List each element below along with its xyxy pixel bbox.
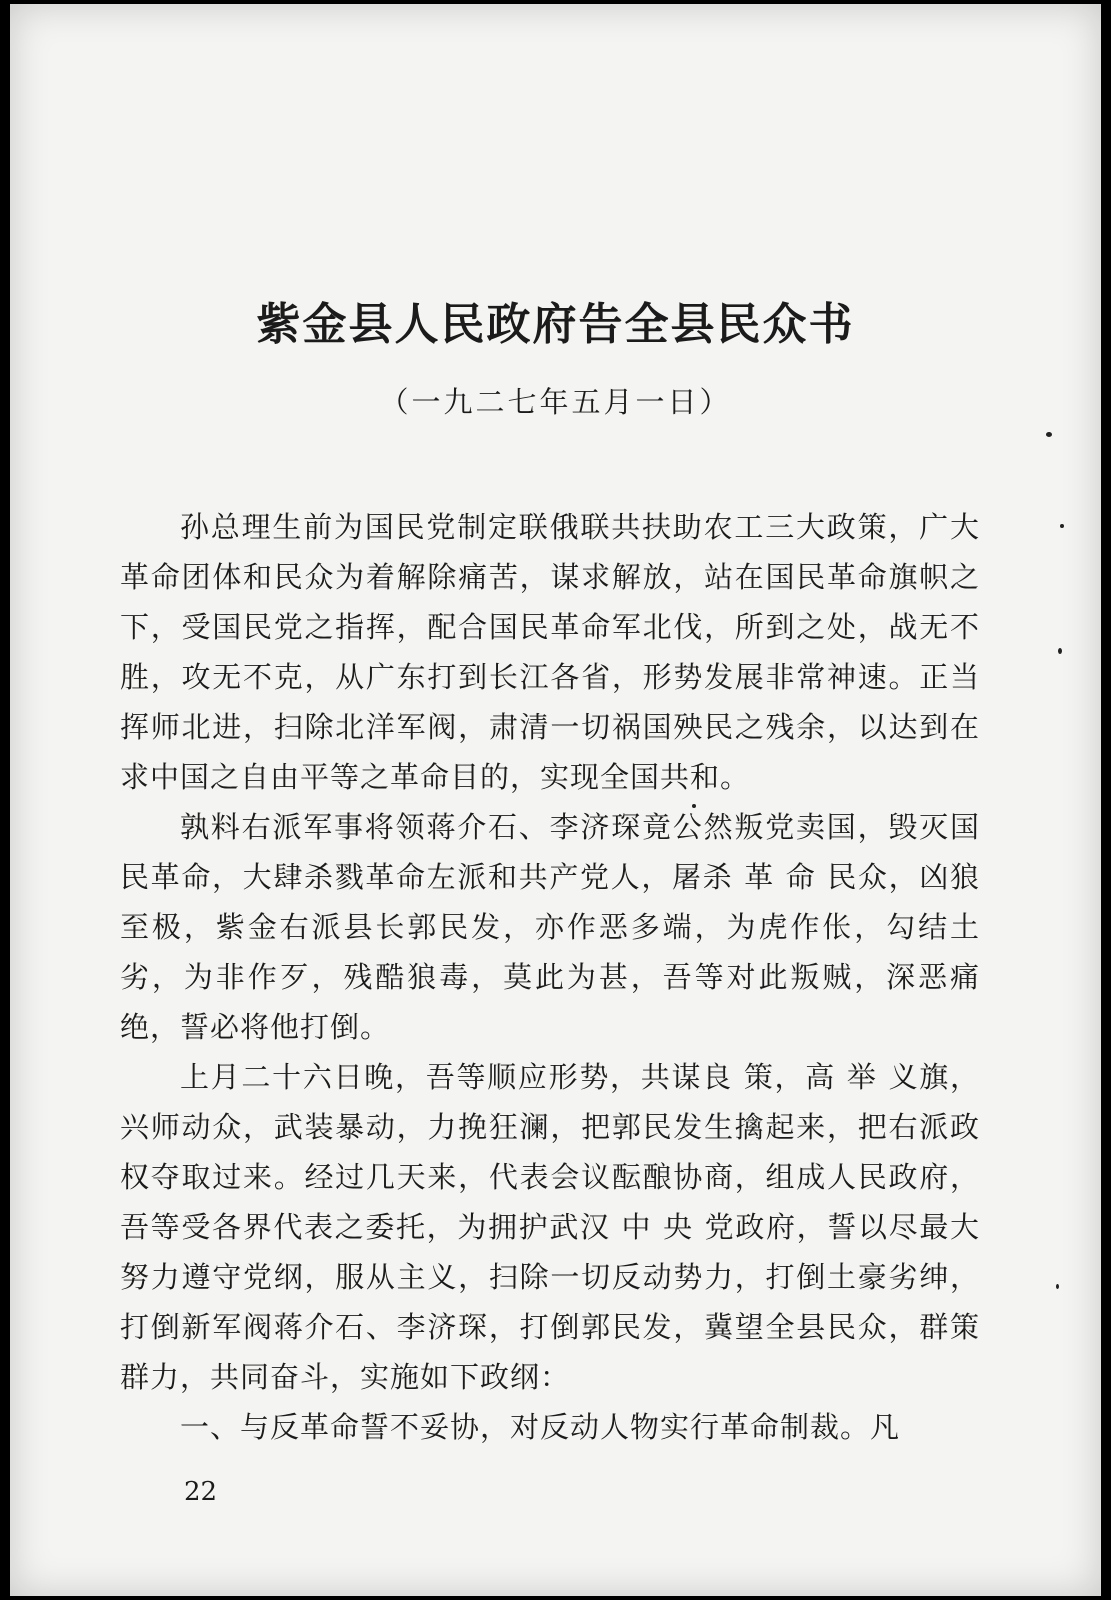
document-date: （一九二七年五月一日） (379, 385, 732, 419)
scan-speck (1056, 1284, 1059, 1289)
document-title: 紫金县人民政府告全县民众书 (256, 299, 855, 350)
scan-speck (692, 804, 696, 808)
scan-speck (1046, 432, 1052, 437)
paragraph-3: 上月二十六日晚，吾等顺应形势，共谋良 策，高 举 义旗，兴师动众，武装暴动，力挽狂澜，把郭民发生擒起来，把右派政权夺取过来。经过几天来，代表会议酝酿协商，组成人民政府，吾等受各界代表之委托，为拥护武汉 中 央 党政府，誓以尽最大努力遵守党纲，服从主义，扫除一切反动势力，打倒土豪劣绅，打倒新军阀蒋介石、李济琛，打倒郭民发，冀望全县民众，群策群力，共同奋斗，实施如下政纲： (120, 1060, 980, 1394)
paragraph-1: 孙总理生前为国民党制定联俄联共扶助农工三大政策，广大革命团体和民众为着解除痛苦，谋求解放，站在国民革命旗帜之下，受国民党之指挥，配合国民革命军北伐，所到之处，战无不胜，攻无不克，从广东打到长江各省，形势发展非常神速。正当挥师北进，扫除北洋军阀，肃清一切祸国殃民之残余，以达到在求中国之自由平等之革命目的，实现全国共和。 (120, 510, 980, 794)
scan-speck (1058, 648, 1062, 654)
document-page (10, 4, 1101, 1596)
scan-speck (1060, 524, 1064, 528)
paragraph-4: 一、与反革命誓不妥协，对反动人物实行革命制裁。凡 (180, 1410, 901, 1444)
page-number: 22 (184, 1477, 218, 1507)
document-body (120, 502, 980, 1452)
paragraph-2: 孰料右派军事将领蒋介石、李济琛竟公然叛党卖国，毁灭国民革命，大肆杀戮革命左派和共产党人，屠杀 革 命 民众，凶狼至极，紫金右派县长郭民发，亦作恶多端，为虎作伥，勾结土劣，为非作歹，残酷狼毒，莫此为甚，吾等对此叛贼，深恶痛绝，誓必将他打倒。 (120, 810, 980, 1044)
